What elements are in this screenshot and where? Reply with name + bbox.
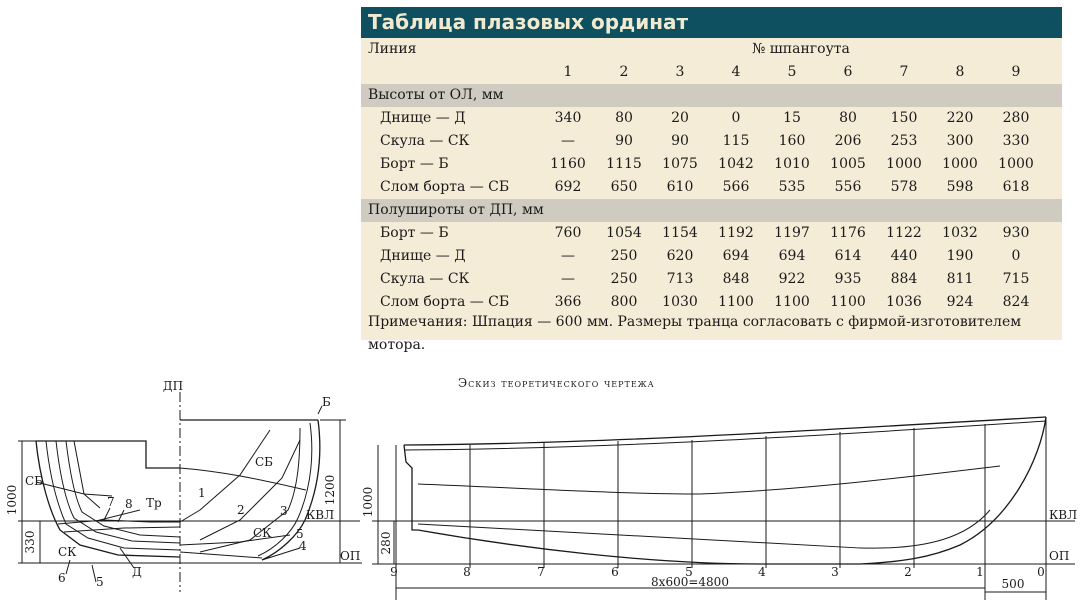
dim-280-label: 280 <box>379 531 393 555</box>
dim-1000-label: 1000 <box>5 484 19 516</box>
label-dp: ДП <box>162 379 184 393</box>
station-label: 0 <box>1037 565 1045 579</box>
section-line <box>74 441 100 508</box>
table-cell: 1036 <box>886 294 922 310</box>
section-line <box>180 430 270 522</box>
table-cell: 930 <box>1002 225 1030 241</box>
table-cell: 90 <box>671 133 689 149</box>
section-label: Высоты от ОЛ, мм <box>368 87 504 103</box>
stem-line <box>860 417 1046 564</box>
row-label: Скула — СК <box>380 133 470 149</box>
table-cell: 160 <box>778 133 806 149</box>
label-sk-left: СК <box>58 545 77 559</box>
table-cell: 1197 <box>774 225 810 241</box>
table-cell: 694 <box>778 248 806 264</box>
section-line <box>262 548 300 560</box>
table-cell: 715 <box>1002 271 1030 287</box>
table-cell: 1100 <box>718 294 754 310</box>
label-op: ОП <box>340 549 361 563</box>
table-cell: 1100 <box>774 294 810 310</box>
spacing-label: 8x600=4800 <box>651 575 729 589</box>
header-frames-label: № шпангоута <box>752 41 850 57</box>
table-cell: 1005 <box>830 156 866 172</box>
row-label: Борт — Б <box>380 225 449 241</box>
station-label: 3 <box>831 565 839 579</box>
transom-pointer <box>96 510 140 521</box>
section-num: 1 <box>198 486 206 500</box>
table-cell: 618 <box>1002 179 1030 195</box>
table-cell: 800 <box>610 294 638 310</box>
table-cell: 253 <box>890 133 918 149</box>
transom <box>404 445 418 530</box>
table-cell: 0 <box>731 110 741 126</box>
table-cell: 1115 <box>606 156 642 172</box>
row-label: Скула — СК <box>380 271 470 287</box>
column-header: 3 <box>675 64 685 80</box>
station-label: 1 <box>976 565 984 579</box>
row-label: Слом борта — СБ <box>380 294 510 310</box>
label-kvl: КВЛ <box>306 508 335 522</box>
chine-line <box>180 552 262 558</box>
section-line <box>200 440 300 540</box>
row-label: Днище — Д <box>380 248 466 264</box>
table-cell: — <box>561 248 575 264</box>
label-tr: Тр <box>146 496 162 510</box>
leader-line <box>118 510 124 522</box>
table-cell: 1160 <box>550 156 586 172</box>
table-cell: 1030 <box>662 294 698 310</box>
table-cell: 80 <box>839 110 857 126</box>
label-d: Д <box>132 565 142 579</box>
table-cell: 300 <box>946 133 974 149</box>
keel-line <box>418 530 860 564</box>
table-cell: 1032 <box>942 225 978 241</box>
chine-line <box>64 527 180 532</box>
row-label: Борт — Б <box>380 156 449 172</box>
table-cell: 280 <box>1002 110 1030 126</box>
table-cell: 694 <box>722 248 750 264</box>
table-cell: — <box>561 271 575 287</box>
column-header: 5 <box>787 64 797 80</box>
section-num: 5 <box>96 575 104 589</box>
section-num: 6 <box>58 571 66 585</box>
table-cell: 250 <box>610 271 638 287</box>
column-header: 4 <box>731 64 741 80</box>
label-sb-left: СБ <box>25 474 43 488</box>
station-label: 5 <box>685 565 693 579</box>
body-plan <box>18 392 362 592</box>
section-num: 7 <box>107 495 115 509</box>
label-b: Б <box>322 395 331 409</box>
column-header: 2 <box>619 64 629 80</box>
table-cell: 566 <box>722 179 750 195</box>
table-cell: 1042 <box>718 156 754 172</box>
table-cell: 440 <box>890 248 918 264</box>
table-cell: 884 <box>890 271 918 287</box>
station-label: 9 <box>390 565 398 579</box>
table-cell: 1192 <box>718 225 754 241</box>
table-cell: 90 <box>615 133 633 149</box>
table-cell: 220 <box>946 110 974 126</box>
table-cell: 1176 <box>830 225 866 241</box>
table-cell: 0 <box>1011 248 1021 264</box>
section-num: 5 <box>296 527 304 541</box>
station-label: 6 <box>611 565 619 579</box>
station-label: 4 <box>758 565 766 579</box>
section-num: 4 <box>299 539 307 553</box>
table-cell: 824 <box>1002 294 1030 310</box>
leader-line <box>66 560 70 574</box>
section-num: 2 <box>237 503 245 517</box>
table-cell: 811 <box>946 271 974 287</box>
sheer-break-line <box>418 466 1000 494</box>
table-cell: 578 <box>890 179 918 195</box>
section-line <box>200 428 300 552</box>
table-cell: 935 <box>834 271 862 287</box>
dim-1000-label: 1000 <box>361 486 375 518</box>
sheer-line <box>404 417 1046 445</box>
table-cell: 760 <box>554 225 582 241</box>
row-label: Слом борта — СБ <box>380 179 510 195</box>
table-cell: 598 <box>946 179 974 195</box>
dim-1200-label: 1200 <box>323 474 337 506</box>
table-note: Примечания: Шпация — 600 мм. Размеры транца согласовать с фирмой-изготовителем мотора. <box>368 314 1022 353</box>
table-cell: 80 <box>615 110 633 126</box>
table-cell: 922 <box>778 271 806 287</box>
profile-plan <box>372 417 1078 600</box>
label-sb-right: СБ <box>255 455 273 469</box>
label-op: ОП <box>1049 549 1070 563</box>
table-cell: 924 <box>946 294 974 310</box>
table-cell: 848 <box>722 271 750 287</box>
table-cell: 190 <box>946 248 974 264</box>
table-cell: 620 <box>666 248 694 264</box>
table-cell: 1154 <box>662 225 698 241</box>
column-header: 6 <box>843 64 853 80</box>
table-cell: 15 <box>783 110 801 126</box>
table-title: Таблица плазовых ординат <box>361 7 1062 38</box>
column-header: 8 <box>955 64 965 80</box>
row-label: Днище — Д <box>380 110 466 126</box>
table-cell: 650 <box>610 179 638 195</box>
column-header: 7 <box>899 64 909 80</box>
table-cell: 614 <box>834 248 862 264</box>
table-cell: 366 <box>554 294 582 310</box>
table-cell: 1000 <box>886 156 922 172</box>
label-kvl: КВЛ <box>1049 508 1078 522</box>
table-cell: 150 <box>890 110 918 126</box>
table-cell: 1010 <box>774 156 810 172</box>
table-cell: 1100 <box>830 294 866 310</box>
column-header: 1 <box>563 64 573 80</box>
table-cell: 556 <box>834 179 862 195</box>
station-label: 2 <box>904 565 912 579</box>
table-cell: 535 <box>778 179 806 195</box>
table-cell: 1054 <box>606 225 642 241</box>
table-cell: 206 <box>834 133 862 149</box>
sketch-title: Эскиз теоретического чертежа <box>458 376 655 390</box>
table-cell: 1000 <box>998 156 1034 172</box>
station-label: 7 <box>537 565 545 579</box>
overhang-label: 500 <box>1001 577 1025 591</box>
dim-330-label: 330 <box>23 530 37 554</box>
table-cell: 20 <box>671 110 689 126</box>
table-cell: 713 <box>666 271 694 287</box>
table-cell: 340 <box>554 110 582 126</box>
table-cell: 1000 <box>942 156 978 172</box>
station-label: 8 <box>463 565 471 579</box>
table-cell: 692 <box>554 179 582 195</box>
section-label: Полушироты от ДП, мм <box>368 202 544 218</box>
table-cell: 1075 <box>662 156 698 172</box>
table-cell: 330 <box>1002 133 1030 149</box>
section-num: 8 <box>125 497 133 511</box>
section-num: 3 <box>280 504 288 518</box>
table-cell: 115 <box>722 133 750 149</box>
column-header: 9 <box>1011 64 1021 80</box>
table-cell: 250 <box>610 248 638 264</box>
table-cell: — <box>561 133 575 149</box>
table-cell: 1122 <box>886 225 922 241</box>
label-sk-right: СК <box>253 526 272 540</box>
chine-line <box>418 510 990 548</box>
header-line-label: Линия <box>368 41 417 57</box>
table-cell: 610 <box>666 179 694 195</box>
